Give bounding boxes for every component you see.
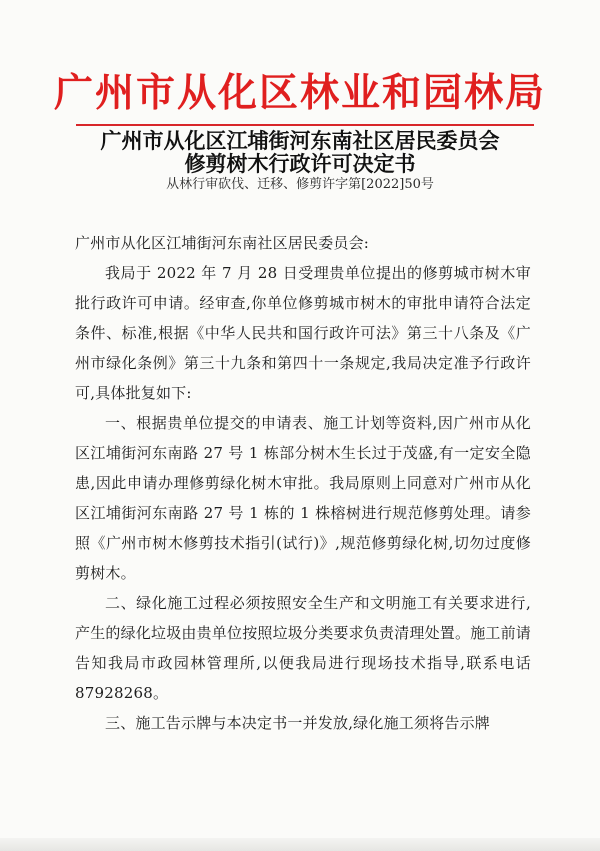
salutation: 广州市从化区江埔街河东南社区居民委员会: <box>75 234 370 252</box>
document-number: 从林行审砍伐、迁移、修剪许字第[2022]50号 <box>166 177 434 192</box>
document-body <box>75 228 531 738</box>
agency-letterhead: 广州市从化区林业和园林局 <box>53 70 546 116</box>
paragraph-item-3: 三、施工告示牌与本决定书一并发放,绿化施工须将告示牌 <box>105 714 490 732</box>
letterhead-red-rule <box>76 124 534 126</box>
document-title-line-1: 广州市从化区江埔街河东南社区居民委员会 <box>100 128 500 153</box>
document-title-line-2: 修剪树木行政许可决定书 <box>184 151 416 176</box>
paragraph-intro: 我局于 2022 年 7 月 28 日受理贵单位提出的修剪城市树木审批行政许可申请。经审查,你单位修剪城市树木的审批申请符合法定条件、标准,根据《中华人民共和国行政许可法》第三十八条及《广州市绿化条例》第三十九条和第四十一条规定,我局决定准予行政许可,具体批复如下: <box>75 264 531 402</box>
paragraph-item-2: 二、绿化施工过程必须按照安全生产和文明施工有关要求进行,产生的绿化垃圾由贵单位按照垃圾分类要求负责清理处置。施工前请告知我局市政园林管理所,以便我局进行现场技术指导,联系电话 87928268。 <box>75 594 532 702</box>
paragraph-item-1: 一、根据贵单位提交的申请表、施工计划等资料,因广州市从化区江埔街河东南路 27 号 1 栋部分树木生长过于茂盛,有一定安全隐患,因此申请办理修剪绿化树木审批。我局原则上同意对广州市从化区江埔街河东南路 27 号 1 栋的 1 株榕树进行规范修剪处理。请参照《广州市树木修剪技术指引(试行)》,规范修剪绿化树,切勿过度修剪树木。 <box>75 414 531 582</box>
page-bottom-edge <box>0 838 600 851</box>
